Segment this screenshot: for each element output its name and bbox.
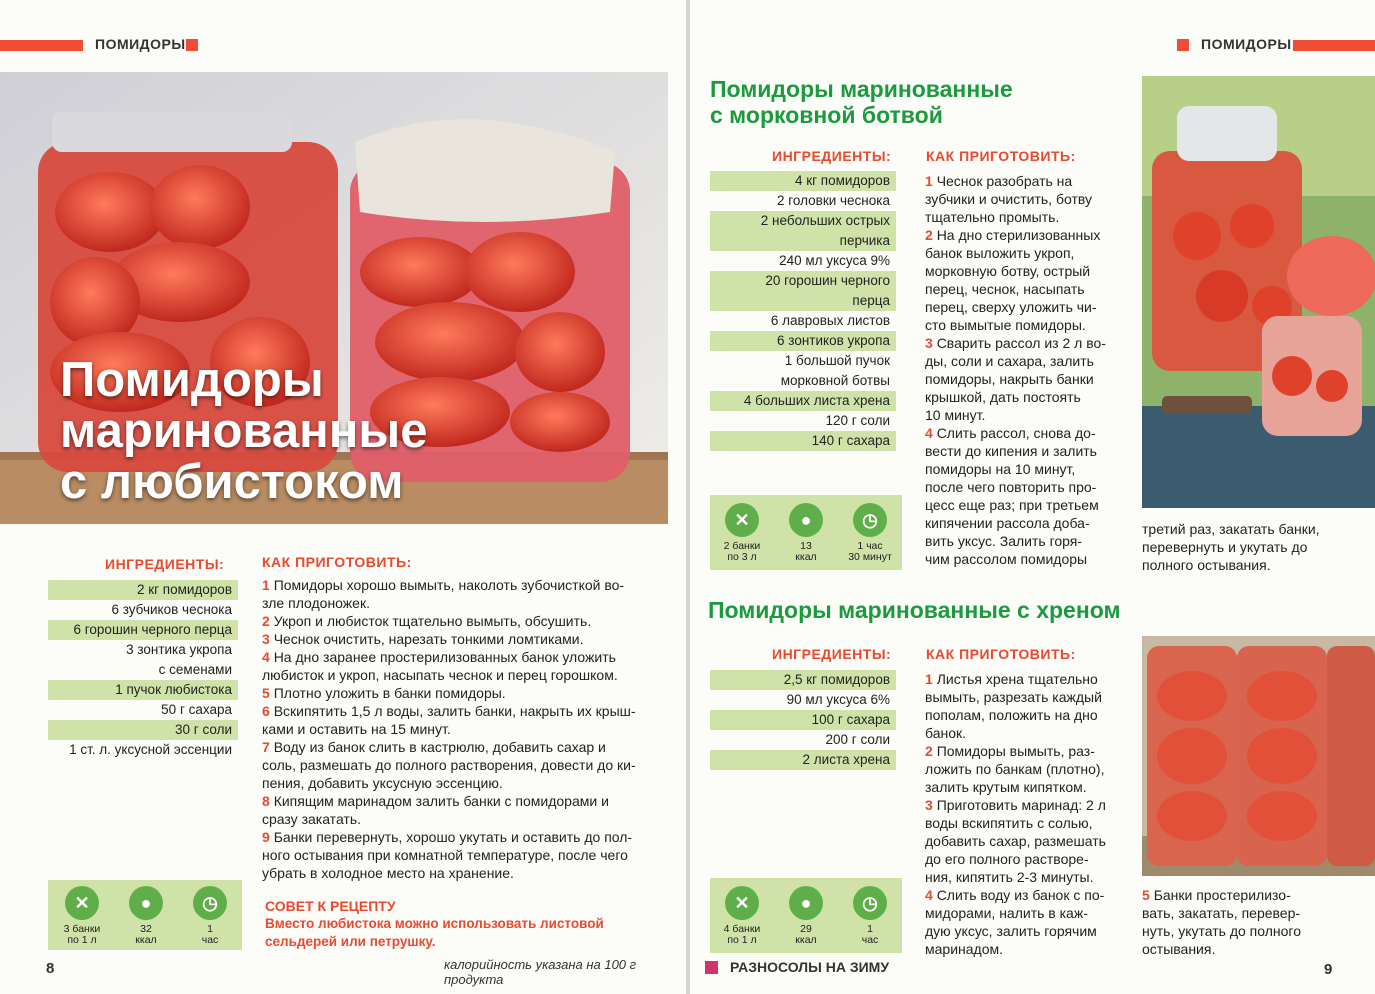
servings-info: ✕ 3 банки по 1 л: [52, 886, 112, 946]
right-page: [690, 0, 1375, 994]
ingredient-item: 6 лавровых листов: [770, 313, 890, 328]
recipe2-steps: 1 Чеснок разобрать на зубчики и очистить, ботву тщательно промыть. 2 На дно стерилизованных банок выложить укроп, морковную ботву, острый перец, чеснок, насыпать перец, сверху уложить чи- сто вымытые помидоры. 3 Сварить рассол из 2 л во- ды, соли и сахара, залить помидоры, накрыть банки крышкой, дать постоять 10 минут. 4 Слить рассол, снова до- вести до кипения и залить помидоры на 10 минут, после чего повторить про- цесс еще раз; при третьем кипячении рассола доба- вить уксус. Залить горя- чим рассолом помидоры: [925, 173, 1106, 567]
ingredients-heading: ИНГРЕДИЕНТЫ:: [105, 556, 225, 572]
recipe3-info-box: [710, 878, 902, 953]
ingredient-item: 1 большой пучок: [784, 353, 890, 368]
ingredient-item: 6 зубчиков чеснока: [111, 602, 232, 617]
ingredient-item: 2,5 кг помидоров: [710, 670, 896, 690]
fork-knife-icon: ✕: [725, 886, 759, 920]
ingredient-item: 1 пучок любистока: [48, 680, 238, 700]
time-info: ◷ 1 час: [840, 886, 900, 946]
step: 3 Чеснок очистить, нарезать тонкими ломтиками.: [262, 631, 584, 647]
ingredient-item: 90 мл уксуса 6%: [786, 692, 890, 707]
ingredients-list: [710, 670, 896, 770]
ingredient-item: 120 г соли: [825, 413, 890, 428]
tip-text: Вместо любистока можно использовать листовой сельдерей или петрушку.: [265, 916, 604, 949]
ingredients-heading: ИНГРЕДИЕНТЫ:: [772, 148, 892, 164]
how-to-heading: КАК ПРИГОТОВИТЬ:: [926, 646, 1076, 662]
header-bar: [0, 40, 83, 51]
ingredients-heading: ИНГРЕДИЕНТЫ:: [772, 646, 892, 662]
step: 6 Вскипятить 1,5 л воды, залить банки, накрыть их крыш-: [262, 703, 636, 719]
header-square: [1177, 39, 1189, 51]
recipe2-info-box: [710, 495, 902, 570]
page-number: 8: [46, 960, 55, 977]
fork-knife-icon: ✕: [65, 886, 99, 920]
plate-icon: ●: [129, 886, 163, 920]
stopwatch-icon: ◷: [853, 886, 887, 920]
recipe3-step5: 5 Банки простерилизо- вать, закатать, перевер- нуть, укутать до полного остывания.: [1142, 887, 1302, 957]
recipe3-steps: 1 Листья хрена тщательно вымыть, разрезать каждый пополам, положить на дно банок. 2 Помидоры вымыть, раз- ложить по банкам (плотно), залить крутым кипятком. 3 Приготовить маринад: 2 л воды вскипятить с солью, добавить сахар, размешать до его полного растворе- ния, кипятить 2-3 минуты. 4 Слить воду из банок с по- мидорами, налить в каж- дую уксус, залить горячим маринадом.: [925, 671, 1106, 957]
ingredient-item: перца: [710, 291, 896, 311]
section-header: ПОМИДОРЫ: [1201, 36, 1292, 52]
ingredient-item: 50 г сахара: [161, 702, 232, 717]
ingredient-item: 30 г соли: [48, 720, 238, 740]
recipe1-info-box: [48, 880, 242, 950]
step: 9 Банки перевернуть, хорошо укутать и оставить до пол-: [262, 829, 633, 845]
servings-info: ✕ 2 банки по 3 л: [712, 503, 772, 563]
fork-knife-icon: ✕: [725, 503, 759, 537]
ingredient-item: 2 листа хрена: [710, 750, 896, 770]
recipe1-steps: 1 Помидоры хорошо вымыть, наколоть зубочисткой во- зле плодоножек. 2 Укроп и любисток тщательно вымыть, обсушить. 3 Чеснок очистить, нарезать тонкими ломтиками. 4 На дно заранее простерилизованных банок уложить любисток и укроп, насыпать чеснок и перец горошком. 5 Плотно уложить в банки помидоры. 6 Вскипятить 1,5 л воды, залить банки, накрыть их крыш- ками и оставить на 15 минут. 7 Воду из банок слить в кастрюлю, добавить сахар и соль, размешать до полного растворения, довести до ки- пения, добавить уксусную эссенцию. 8 Кипящим маринадом залить банки с помидорами и сразу закатать. 9 Банки перевернуть, хорошо укутать и оставить до пол- ного остывания при комнатной температуре, после чего убрать в холодное место на хранение.: [262, 576, 682, 882]
jars-garden-photo: [1142, 76, 1375, 508]
how-to-heading: КАК ПРИГОТОВИТЬ:: [262, 554, 412, 570]
tip-heading: СОВЕТ К РЕЦЕПТУ: [265, 898, 396, 914]
header-bar: [1293, 40, 1375, 51]
how-to-heading: КАК ПРИГОТОВИТЬ:: [926, 148, 1076, 164]
calories-info: ● 13 ккал: [776, 503, 836, 563]
step: 8 Кипящим маринадом залить банки с помидорами и: [262, 793, 609, 809]
ingredient-item: 2 небольших острых: [710, 211, 896, 231]
servings-info: ✕ 4 банки по 1 л: [712, 886, 772, 946]
recipe2-continuation: третий раз, закатать банки, перевернуть и укутать до полного остывания.: [1142, 521, 1320, 573]
ingredient-item: 20 горошин черного: [710, 271, 896, 291]
recipe3-title: Помидоры маринованные с хреном: [708, 597, 1121, 623]
stopwatch-icon: ◷: [193, 886, 227, 920]
time-info: ◷ 1 час 30 минут: [840, 503, 900, 563]
ingredient-item: морковной ботвы: [780, 373, 890, 388]
recipe1-title: Помидоры маринованные с любистоком: [60, 353, 428, 509]
ingredients-list: [710, 171, 896, 451]
ingredient-item: 6 горошин черного перца: [48, 620, 238, 640]
ingredient-item: 100 г сахара: [710, 710, 896, 730]
footer-square: [705, 961, 718, 974]
header-square: [186, 39, 198, 51]
footer-section: РАЗНОСОЛЫ НА ЗИМУ: [730, 959, 890, 975]
ingredient-item: 6 зонтиков укропа: [710, 331, 896, 351]
step: 4 На дно заранее простерилизованных банок уложить: [262, 649, 616, 665]
step: 1 Помидоры хорошо вымыть, наколоть зубочисткой во-: [262, 577, 625, 593]
step: 2 Укроп и любисток тщательно вымыть, обсушить.: [262, 613, 592, 629]
recipe2-title: Помидоры маринованные с морковной ботвой: [710, 76, 1013, 128]
ingredient-item: 240 мл уксуса 9%: [779, 253, 890, 268]
section-header: ПОМИДОРЫ: [95, 36, 186, 52]
ingredient-item: 200 г соли: [825, 732, 890, 747]
ingredient-item: с семенами: [158, 662, 232, 677]
calories-info: ● 29 ккал: [776, 886, 836, 946]
page-number: 9: [1324, 961, 1333, 978]
plate-icon: ●: [789, 503, 823, 537]
ingredient-item: 4 больших листа хрена: [710, 391, 896, 411]
step: 5 Плотно уложить в банки помидоры.: [262, 685, 506, 701]
ingredient-item: перчика: [710, 231, 896, 251]
ingredient-item: 2 головки чеснока: [777, 193, 890, 208]
step: 7 Воду из банок слить в кастрюлю, добавить сахар и: [262, 739, 606, 755]
ingredient-item: 4 кг помидоров: [710, 171, 896, 191]
calories-info: ● 32 ккал: [116, 886, 176, 946]
calorie-note: калорийность указана на 100 г продукта: [444, 957, 637, 987]
ingredient-item: 1 ст. л. уксусной эссенции: [69, 742, 232, 757]
time-info: ◷ 1 час: [180, 886, 240, 946]
stopwatch-icon: ◷: [853, 503, 887, 537]
ingredients-list: [48, 580, 238, 760]
ingredient-item: 140 г сахара: [710, 431, 896, 451]
ingredient-item: 2 кг помидоров: [48, 580, 238, 600]
plate-icon: ●: [789, 886, 823, 920]
jars-horseradish-photo: [1142, 636, 1375, 876]
ingredient-item: 3 зонтика укропа: [126, 642, 232, 657]
left-page: [0, 0, 686, 994]
